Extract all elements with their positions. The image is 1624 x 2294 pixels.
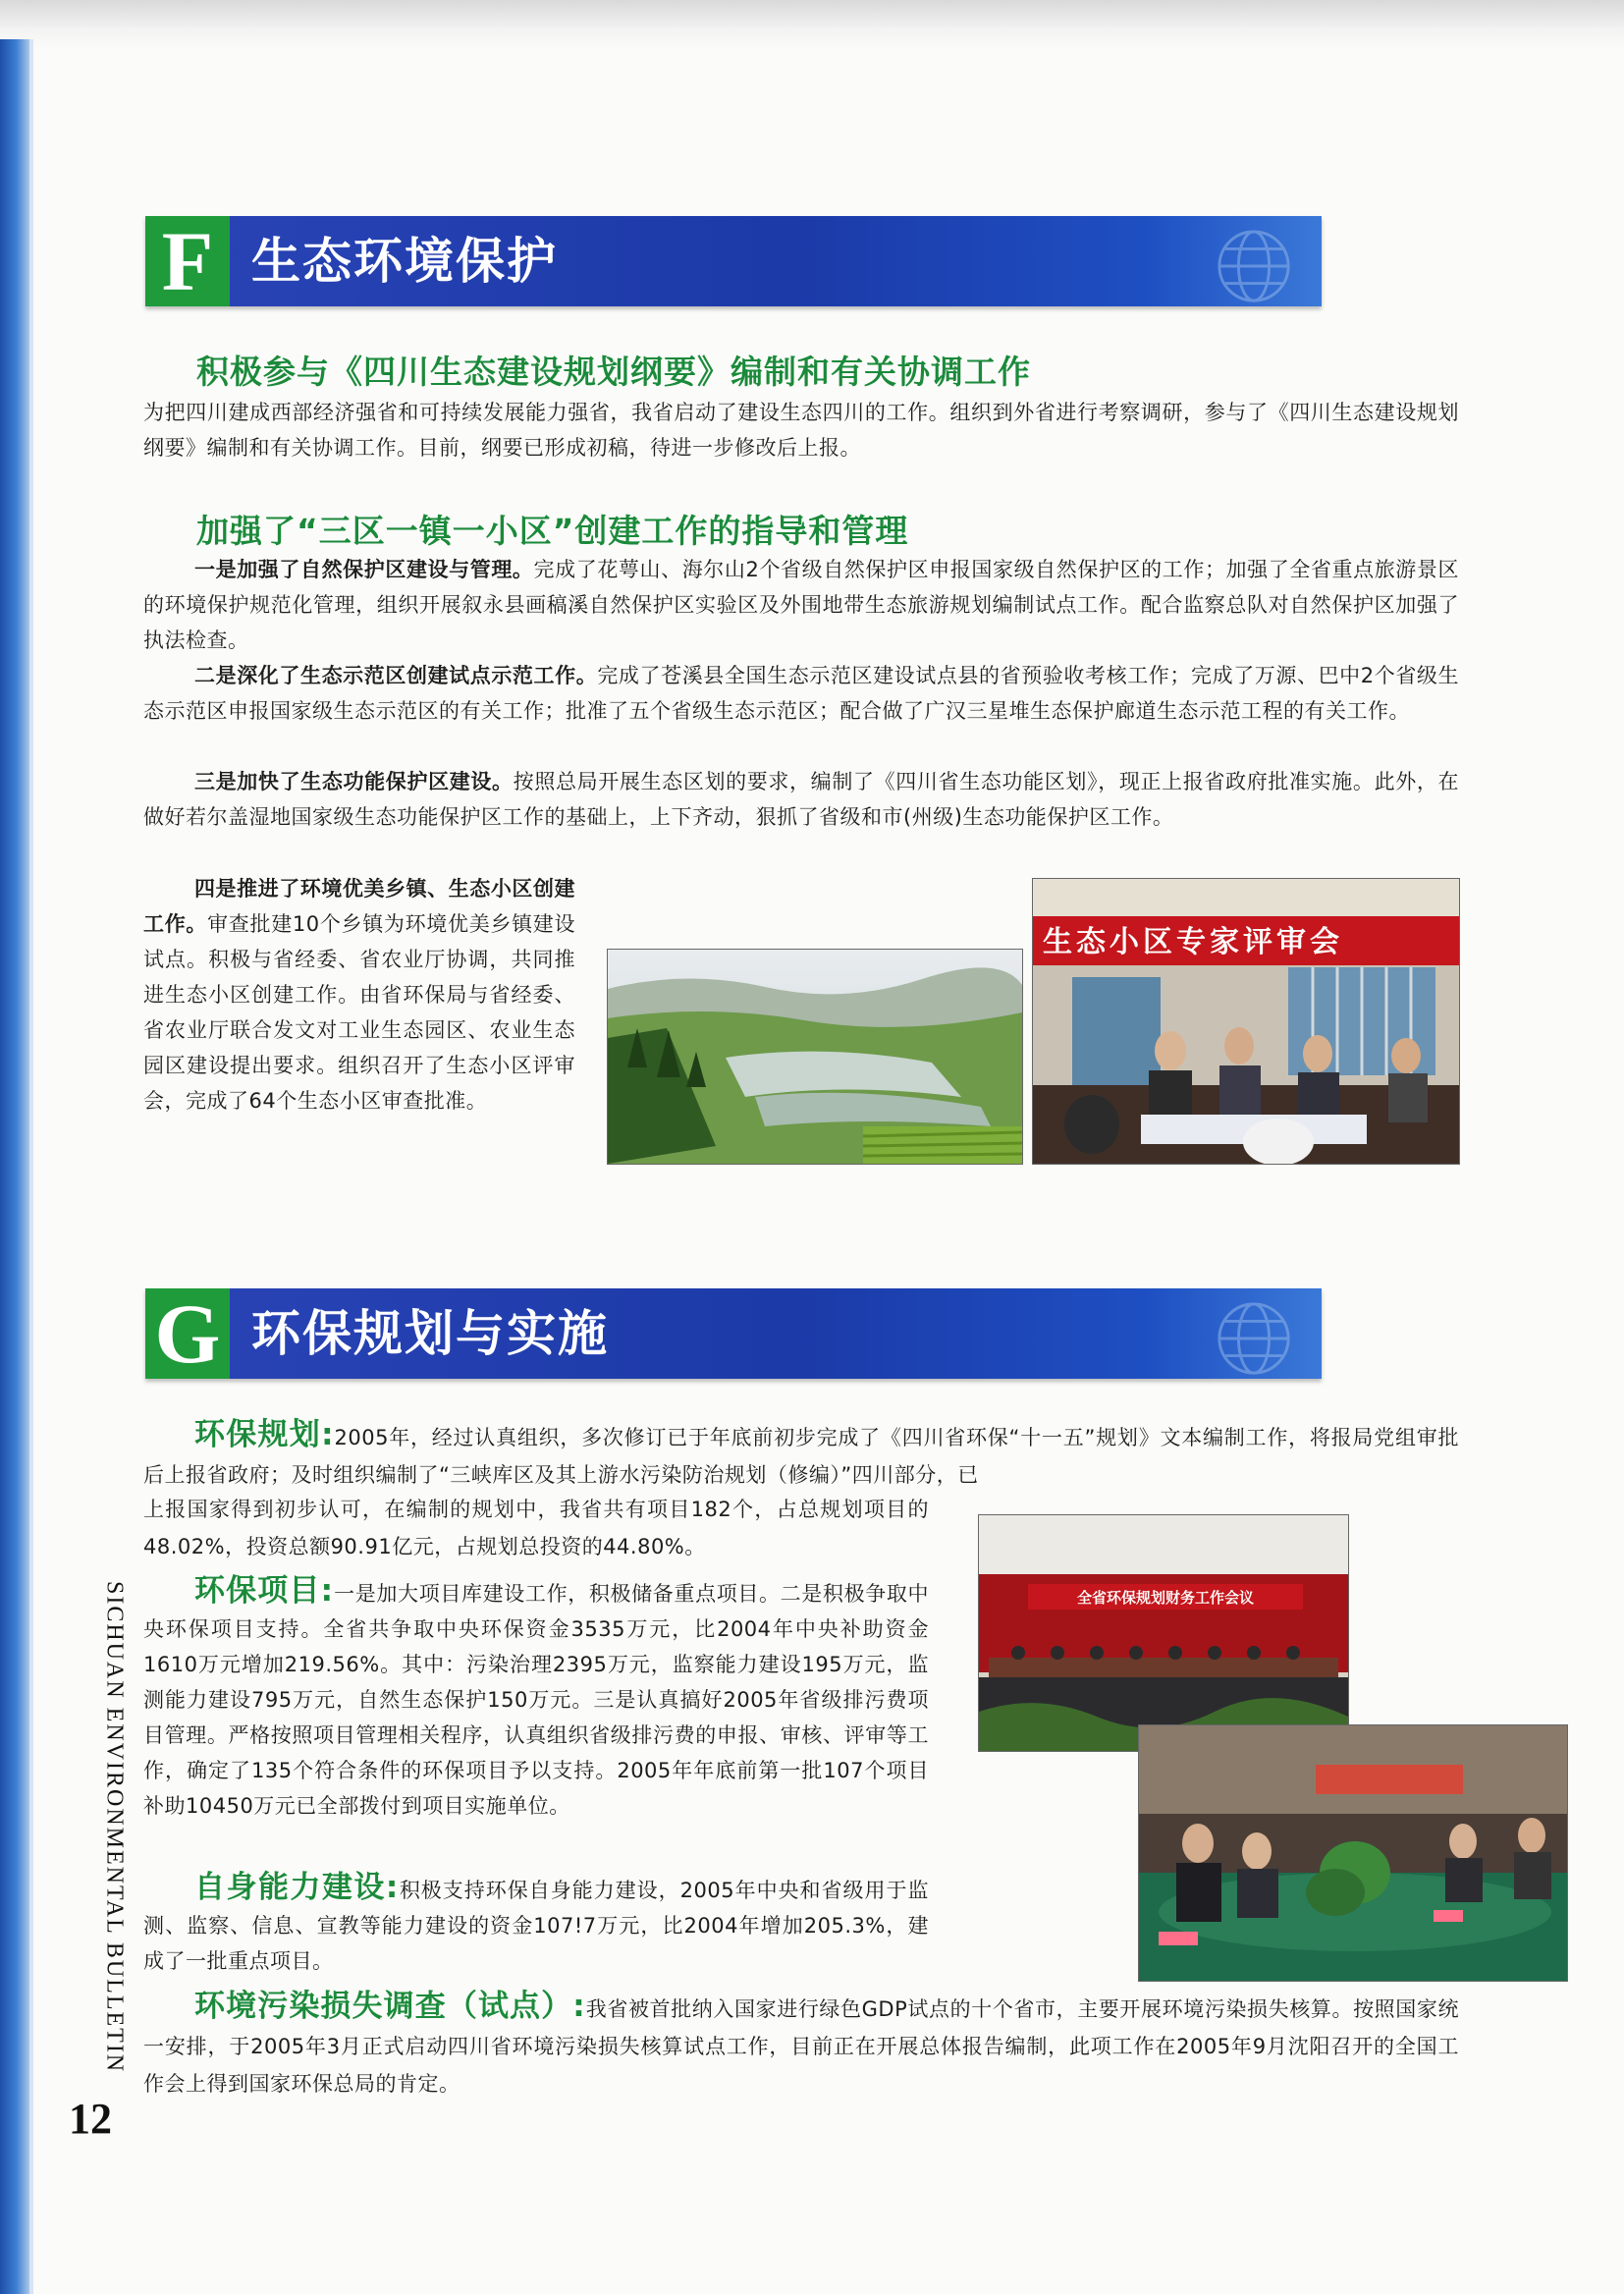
subheading-three-zones: 加强了“三区一镇一小区”创建工作的指导和管理 [196, 512, 909, 550]
heading-pollution-loss-survey: 环境污染损失调查（试点）: [194, 1989, 586, 2024]
section-g-title: 环保规划与实施 [251, 1305, 609, 1362]
page-spine-bar [0, 39, 29, 2294]
globe-icon [1216, 1300, 1292, 1377]
text-env-planning: 2005年，经过认真组织，多次修订已于年底前初步完成了《四川省环保“十一五”规划》文本编制工作，将报局党组审批后上报省政府；及时组织编制了“三峡库区及其上游水污染防治规划（修编）”四川部分，已 [143, 1426, 1459, 1487]
banner-planning-finance: 全省环保规划财务工作会议 [1076, 1589, 1255, 1607]
lead-function-zone: 三是加快了生态功能保护区建设。 [194, 770, 514, 793]
paragraph-env-planning-cont: 上报国家得到初步认可，在编制的规划中，我省共有项目182个，占总规划项目的48.02%，投资总额90.91亿元，占规划总投资的44.80%。 [143, 1498, 929, 1558]
page-spine-edge [29, 39, 33, 2294]
heading-env-projects: 环保项目: [194, 1573, 334, 1609]
text-eco-township: 审查批建10个乡镇为环境优美乡镇建设试点。积极与省经委、省农业厅协调，共同推进生态小区创建工作。由省环保局与省经委、省农业厅联合发文对工业生态园区、农业生态园区建设提出要求。组织召开了生态小区评审会，完成了64个生态小区审查批准。 [143, 912, 576, 1113]
section-f-letter: F [145, 216, 230, 306]
paragraph-pollution-loss-survey [143, 1988, 1459, 2103]
section-f-header [145, 216, 1322, 306]
banner-eco-review: 生态小区专家评审会 [1043, 925, 1343, 959]
text-pollution-loss-survey: 我省被首批纳入国家进行绿色GDP试点的十个省市，主要开展环境污染损失核算。按照国家统一安排，于2005年3月正式启动四川省环境污染损失核算试点工作，目前正在开展总体报告编制，此项工作在2005年9月沈阳召开的全国工作会上得到国家环保总局的肯定。 [143, 1997, 1459, 2096]
text-function-zone: 按照总局开展生态区划的要求，编制了《四川省生态功能区划》，现正上报省政府批准实施。此外，在做好若尔盖湿地国家级生态功能保护区工作的基础上，上下齐动，狠抓了省级和市(州级)生态功能保护区工作。 [143, 770, 1460, 829]
text-capacity-building: 积极支持环保自身能力建设，2005年中央和省级用于监测、监察、信息、宣教等能力建设的资金107!7万元，比2004年增加205.3%，建成了一批重点项目。 [143, 1879, 929, 1973]
lead-eco-township: 四是推进了环境优美乡镇、生态小区创建工作。 [143, 877, 575, 936]
section-g-header [145, 1288, 1322, 1379]
text-demonstration-zone: 完成了苍溪县全国生态示范区建设试点县的省预验收考核工作；完成了万源、巴中2个省级生态示范区申报国家级生态示范区的有关工作；批准了五个省级生态示范区；配合做了广汉三星堆生态保护廊道生态示范工程的有关工作。 [143, 664, 1460, 723]
heading-env-planning: 环保规划: [194, 1417, 335, 1452]
paragraph-env-planning [143, 1416, 1459, 1494]
text-nature-reserve: 完成了花萼山、海尔山2个省级自然保护区申报国家级自然保护区的工作；加强了全省重点旅游景区的环境保护规范化管理，组织开展叙永县画稿溪自然保护区实验区及外围地带生态旅游规划编制试点工作。配合监察总队对自然保护区加强了执法检查。 [143, 558, 1459, 652]
photo-eco-community-review-meeting [1032, 878, 1460, 1165]
globe-icon [1216, 228, 1292, 304]
paragraph-function-zone [143, 764, 1459, 835]
paragraph-demonstration-zone [143, 658, 1459, 729]
lead-nature-reserve: 一是加强了自然保护区建设与管理。 [194, 558, 534, 581]
section-g-letter: G [145, 1288, 230, 1379]
paragraph-ecological-plan: 为把四川建成西部经济强省和可持续发展能力强省，我省启动了建设生态四川的工作。组织到外省进行考察调研，参与了《四川生态建设规划纲要》编制和有关协调工作。目前，纲要已形成初稿，待进一步修改后上报。 [143, 401, 1459, 460]
paragraph-capacity-building [143, 1870, 929, 1979]
photo-planning-finance-roundtable [1138, 1724, 1568, 1982]
heading-capacity-building: 自身能力建设: [194, 1870, 400, 1905]
page-top-shadow [0, 0, 1624, 49]
spine-title-text: SICHUAN ENVIRONMENTAL BULLETIN [101, 1581, 128, 2074]
photo-terraced-landscape [607, 949, 1023, 1165]
section-f-title: 生态环境保护 [251, 233, 558, 290]
text-env-projects: 一是加大项目库建设工作，积极储备重点项目。二是积极争取中央环保项目支持。全省共争取中央环保资金3535万元，比2004年中央补助资金1610万元增加219.56%。其中：污染治理2395万元，监察能力建设195万元，监测能力建设795万元，自然生态保护150万元。三是认真搞好2005年省级排污费项目管理。严格按照项目管理相关程序，认真组织省级排污费的申报、审核、评审等工作，确定了135个符合条件的环保项目予以支持。2005年年底前第一批107个项目补助10450万元已全部拨付到项目实施单位。 [143, 1582, 930, 1818]
spine-title [94, 1581, 134, 2092]
page-number: 12 [69, 2095, 112, 2143]
subheading-ecological-plan: 积极参与《四川生态建设规划纲要》编制和有关协调工作 [196, 353, 1031, 391]
paragraph-eco-township [143, 871, 575, 1119]
photo-planning-finance-conference [978, 1514, 1349, 1752]
paragraph-env-projects [143, 1573, 929, 1824]
lead-demonstration-zone: 二是深化了生态示范区创建试点示范工作。 [194, 664, 598, 687]
paragraph-nature-reserve [143, 552, 1459, 658]
